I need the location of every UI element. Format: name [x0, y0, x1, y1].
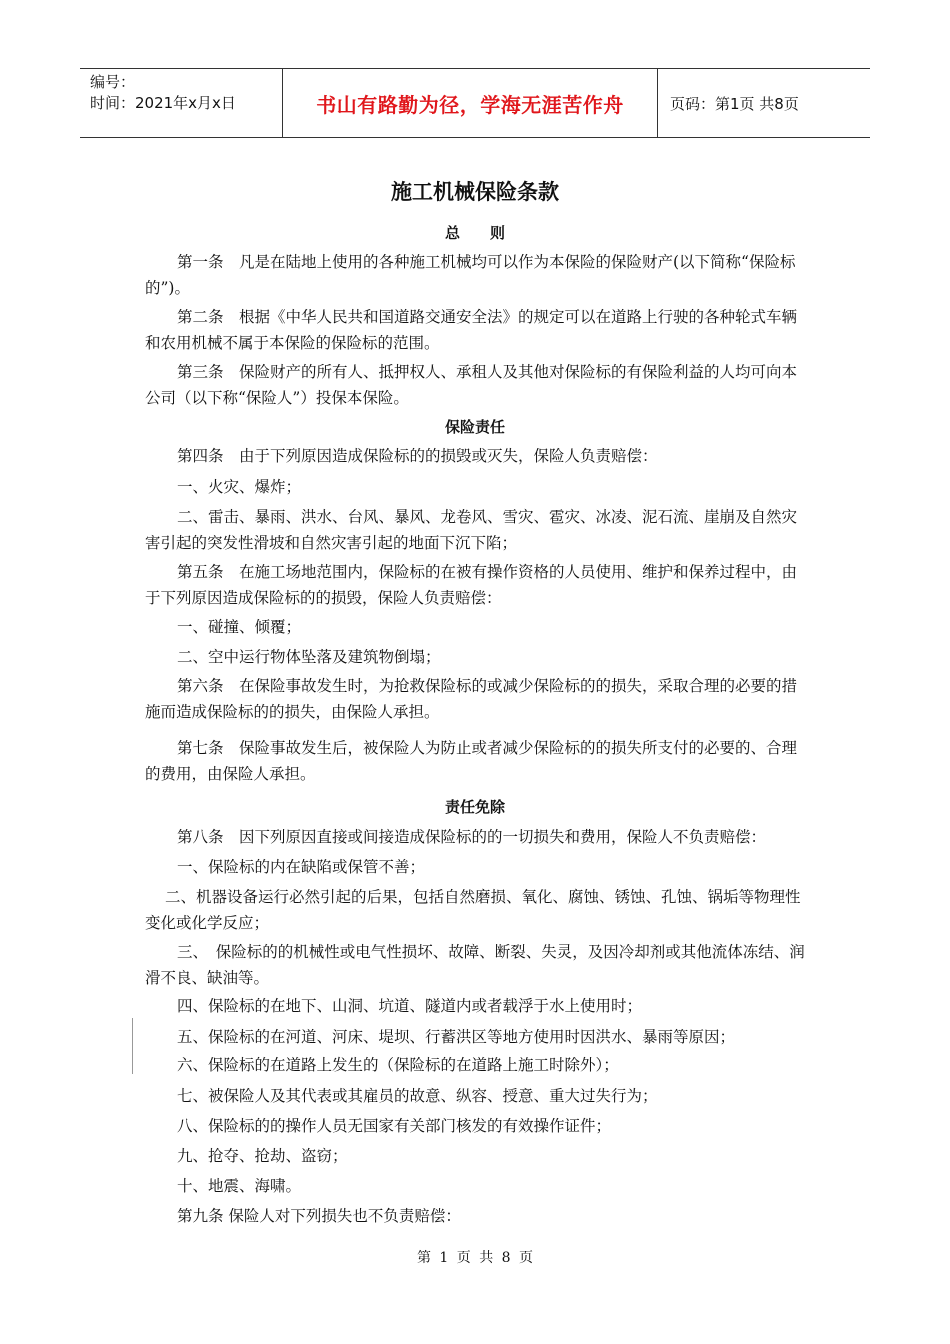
clause-7: 第七条 保险事故发生后，被保险人为防止或者减少保险标的的损失所支付的必要的、合理的费用，由保险人承担。	[145, 739, 798, 783]
revision-bar	[132, 1018, 133, 1074]
header-meta	[80, 69, 282, 137]
page-footer: 第 1 页 共 8 页	[416, 1250, 534, 1266]
clause-8-item-4: 四、保险标的在地下、山洞、坑道、隧道内或者载浮于水上使用时；	[177, 997, 643, 1015]
clause-8-item-1: 一、保险标的内在缺陷或保管不善；	[177, 858, 426, 876]
document-header	[80, 68, 870, 138]
clause-8-item-3: 三、 保险标的的机械性或电气性损坏、故障、断裂、失灵，及因冷却剂或其他流体冻结、润滑不良、缺油等。	[145, 943, 805, 987]
section-heading-liability: 保险责任	[444, 418, 505, 436]
clause-8-item-9: 九、抢夺、抢劫、盗窃；	[177, 1147, 348, 1165]
document-date: 时间：2021年x月x日	[90, 94, 236, 112]
clause-8-item-6: 六、保险标的在道路上发生的（保险标的在道路上施工时除外）；	[177, 1056, 619, 1074]
clause-9: 第九条 保险人对下列损失也不负责赔偿：	[177, 1207, 461, 1225]
header-slogan: 书山有路勤为径，学海无涯苦作舟	[282, 69, 658, 137]
clause-2: 第二条 根据《中华人民共和国道路交通安全法》的规定可以在道路上行驶的各种轮式车辆和农用机械不属于本保险的保险标的范围。	[145, 308, 798, 352]
clause-4-item-1: 一、火灾、爆炸；	[177, 478, 302, 496]
section-heading-general: 总 则	[444, 224, 505, 242]
document-number-label: 编号：	[90, 73, 136, 91]
clause-5: 第五条 在施工场地范围内，保险标的在被有操作资格的人员使用、维护和保养过程中，由于下列原因造成保险标的的损毁，保险人负责赔偿：	[145, 563, 798, 607]
clause-3: 第三条 保险财产的所有人、抵押权人、承租人及其他对保险标的有保险利益的人均可向本公司（以下称“保险人”）投保本保险。	[145, 363, 798, 407]
clause-8-item-2: 二、机器设备运行必然引起的后果，包括自然磨损、氧化、腐蚀、锈蚀、孔蚀、锅垢等物理性变化或化学反应；	[145, 888, 801, 932]
clause-1: 第一条 凡是在陆地上使用的各种施工机械均可以作为本保险的保险财产(以下简称“保险标的”)。	[145, 253, 796, 297]
clause-5-item-1: 一、碰撞、倾覆；	[177, 618, 302, 636]
clause-5-item-2: 二、空中运行物体坠落及建筑物倒塌；	[177, 648, 441, 666]
header-page-info: 页码：第1页 共8页	[670, 94, 799, 113]
clause-8-item-5: 五、保险标的在河道、河床、堤坝、行蓄洪区等地方使用时因洪水、暴雨等原因；	[177, 1028, 736, 1046]
clause-8-item-7: 七、被保险人及其代表或其雇员的故意、纵容、授意、重大过失行为；	[177, 1087, 658, 1105]
clause-8-item-10: 十、地震、海啸。	[177, 1177, 302, 1195]
clause-8: 第八条 因下列原因直接或间接造成保险标的的一切损失和费用，保险人不负责赔偿：	[177, 828, 767, 846]
clause-8-item-8: 八、保险标的的操作人员无国家有关部门核发的有效操作证件；	[177, 1117, 612, 1135]
document-title: 施工机械保险条款	[391, 180, 559, 204]
clause-6: 第六条 在保险事故发生时，为抢救保险标的或减少保险标的的损失，采取合理的必要的措施而造成保险标的的损失，由保险人承担。	[145, 677, 798, 721]
clause-4: 第四条 由于下列原因造成保险标的的损毁或灭失，保险人负责赔偿：	[177, 447, 658, 465]
clause-4-item-2: 二、雷击、暴雨、洪水、台风、暴风、龙卷风、雪灾、雹灾、冰凌、泥石流、崖崩及自然灾害引起的突发性滑坡和自然灾害引起的地面下沉下陷；	[145, 508, 798, 552]
section-heading-exclusions: 责任免除	[444, 798, 505, 816]
